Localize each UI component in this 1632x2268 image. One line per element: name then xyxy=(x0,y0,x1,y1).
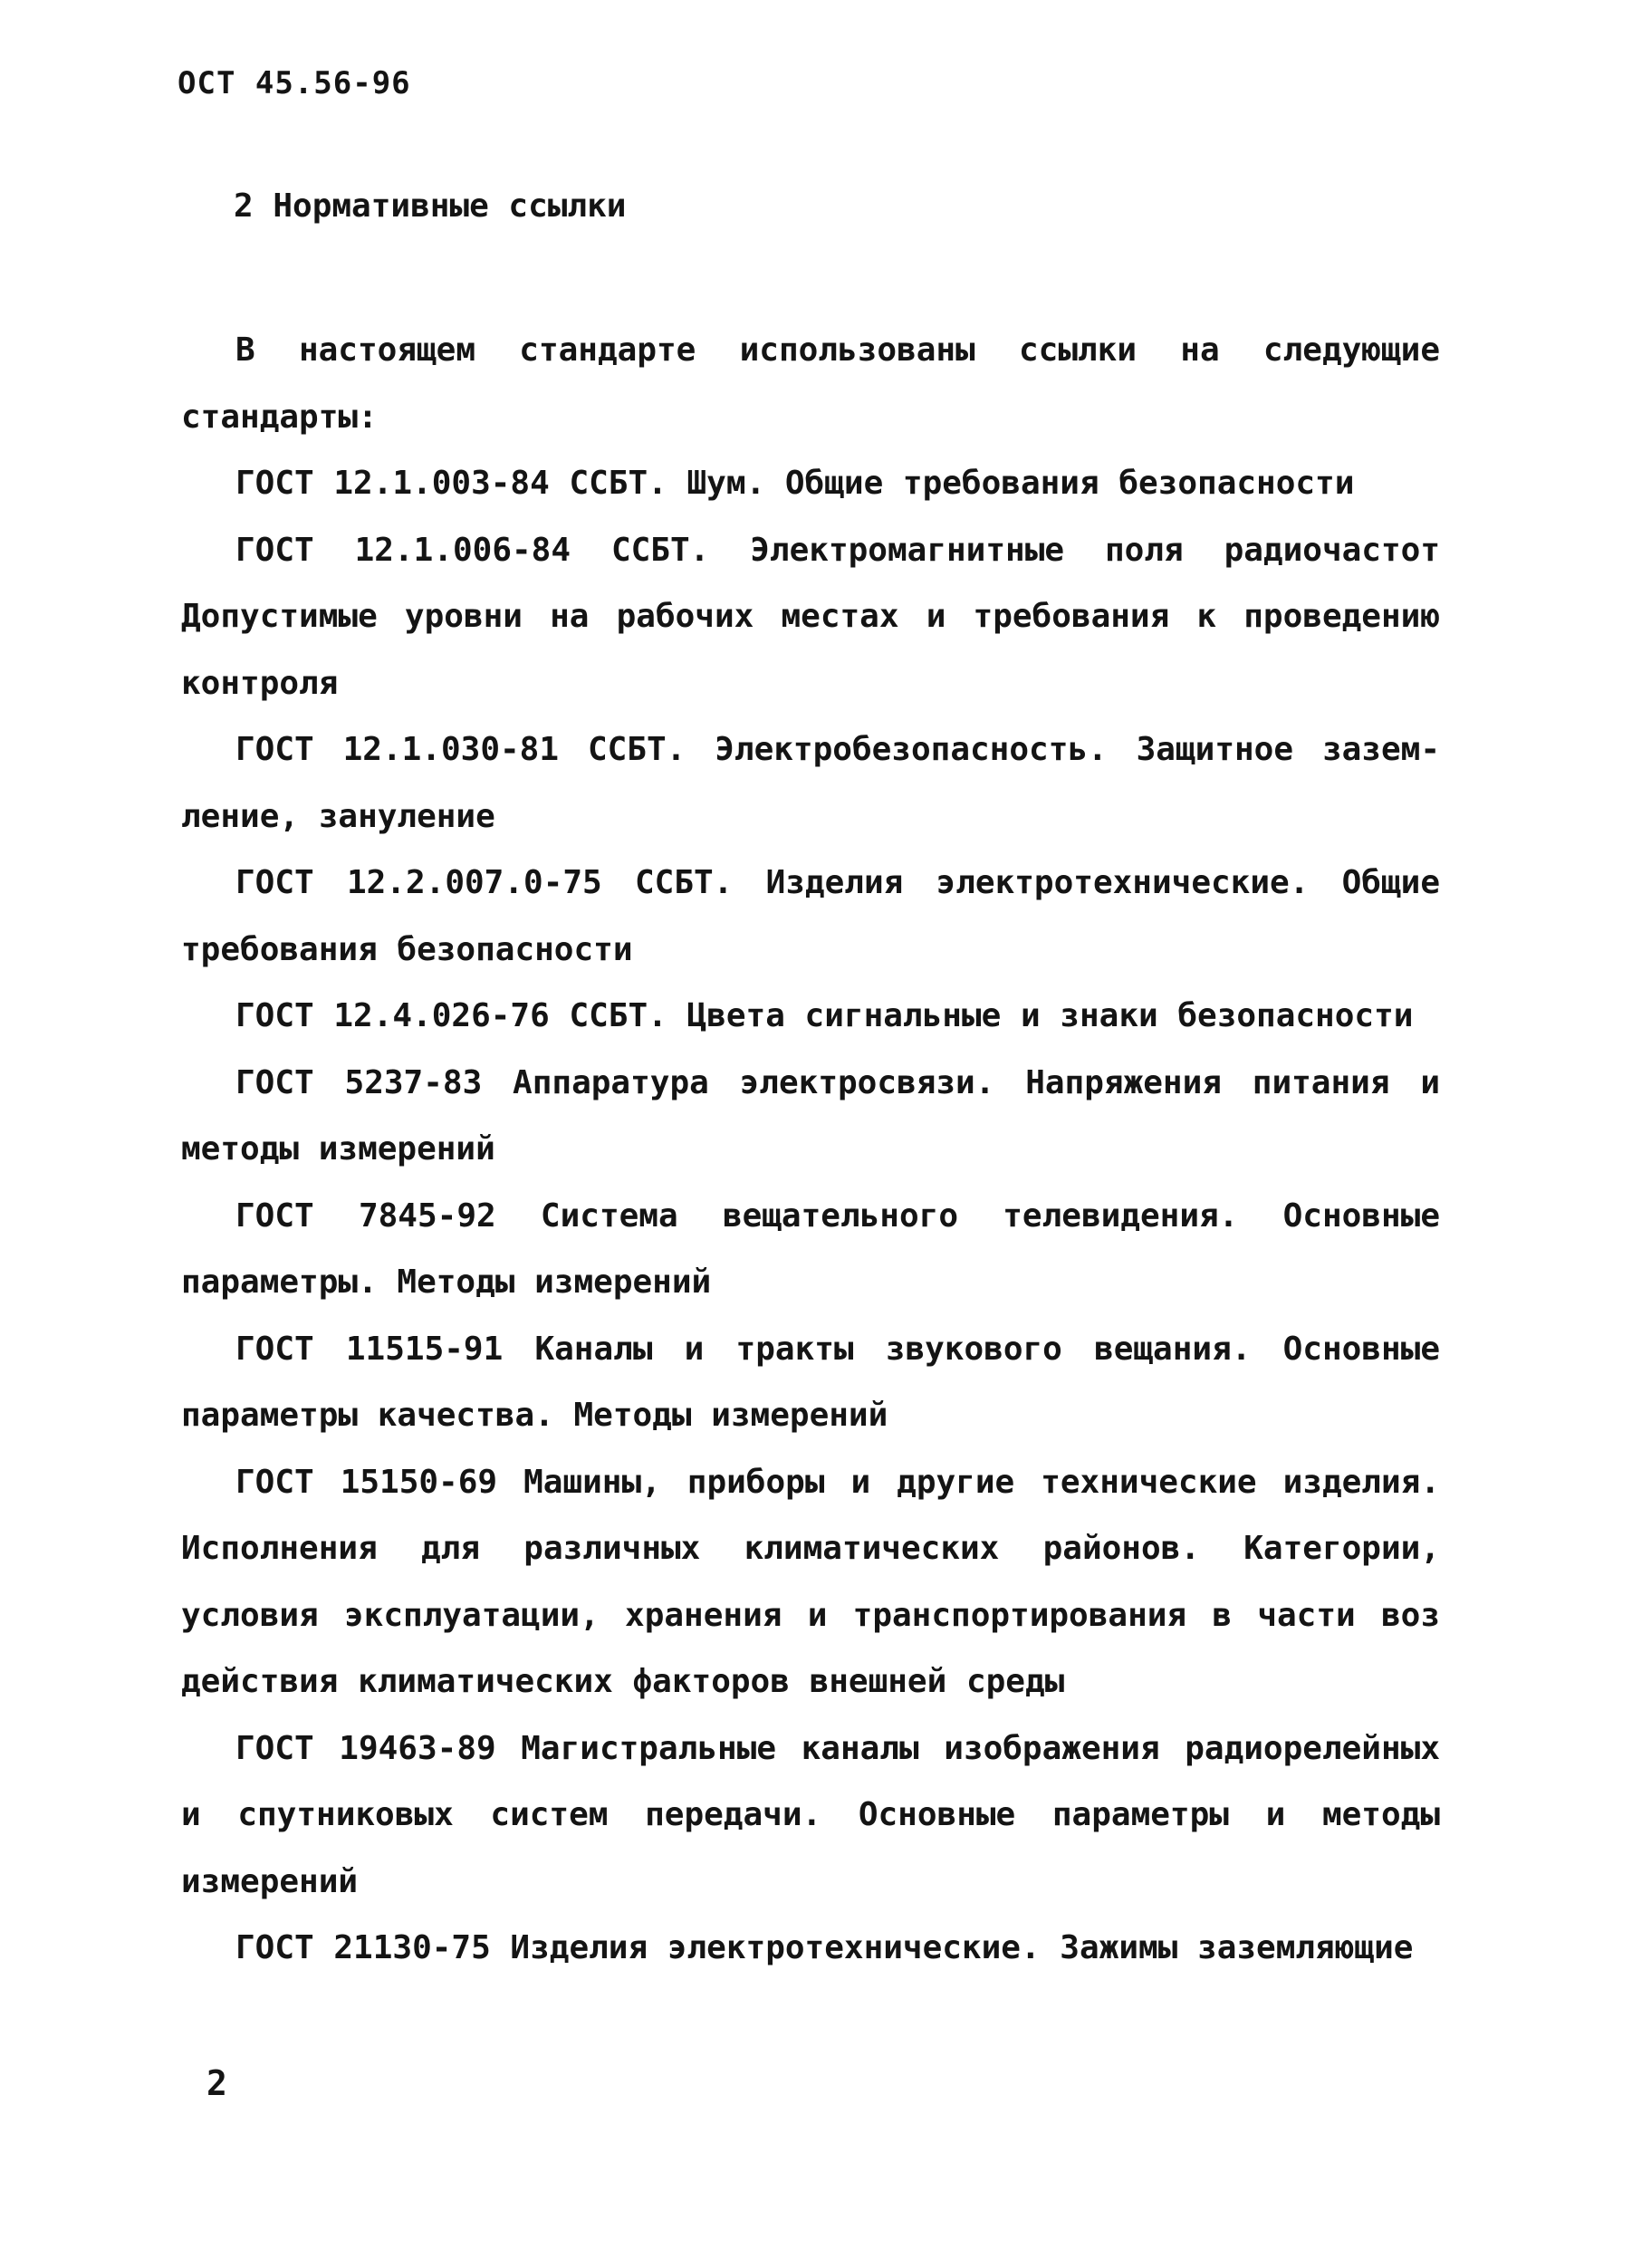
document-header: ОСТ 45.56-96 xyxy=(178,65,411,101)
reference-item: ГОСТ 12.1.030-81 ССБТ. Электробезопасность. Защитное зазем-ление, зануление xyxy=(181,731,1440,835)
reference-item: ГОСТ 15150-69 Машины, приборы и другие технические изделия. Исполнения для различных климатических районов. Категории, условия эксплуатации, хранения и транспортирования в части воз действия климатических факторов внешней среды xyxy=(181,1463,1440,1700)
page-number: 2 xyxy=(206,2063,227,2103)
reference-item: ГОСТ 7845-92 Система вещательного телевидения. Основные параметры. Методы измерений xyxy=(181,1196,1440,1301)
reference-item: ГОСТ 12.1.006-84 ССБТ. Электромагнитные поля радиочастот Допустимые уровни на рабочих местах и требования к проведению контроля xyxy=(181,531,1440,702)
section-title: 2 Нормативные ссылки xyxy=(234,187,627,225)
reference-item: ГОСТ 12.4.026-76 ССБТ. Цвета сигнальные и знаки безопасности xyxy=(235,997,1414,1034)
reference-item: ГОСТ 12.1.003-84 ССБТ. Шум. Общие требования безопасности xyxy=(235,465,1355,502)
reference-item: ГОСТ 12.2.007.0-75 ССБТ. Изделия электротехнические. Общие требования безопасности xyxy=(181,864,1440,968)
document-body xyxy=(181,317,1440,1982)
reference-item: ГОСТ 21130-75 Изделия электротехнические. Зажимы заземляющие xyxy=(235,1929,1414,1966)
reference-item: ГОСТ 5237-83 Аппаратура электросвязи. Напряжения питания и методы измерений xyxy=(181,1063,1440,1168)
intro-paragraph: В настоящем стандарте использованы ссылки на следующие стандарты: xyxy=(181,332,1440,436)
reference-item: ГОСТ 11515-91 Каналы и тракты звукового вещания. Основные параметры качества. Методы измерений xyxy=(181,1330,1440,1434)
reference-item: ГОСТ 19463-89 Магистральные каналы изображения радиорелейных и спутниковых систем передачи. Основные параметры и методы измерений xyxy=(181,1729,1440,1900)
